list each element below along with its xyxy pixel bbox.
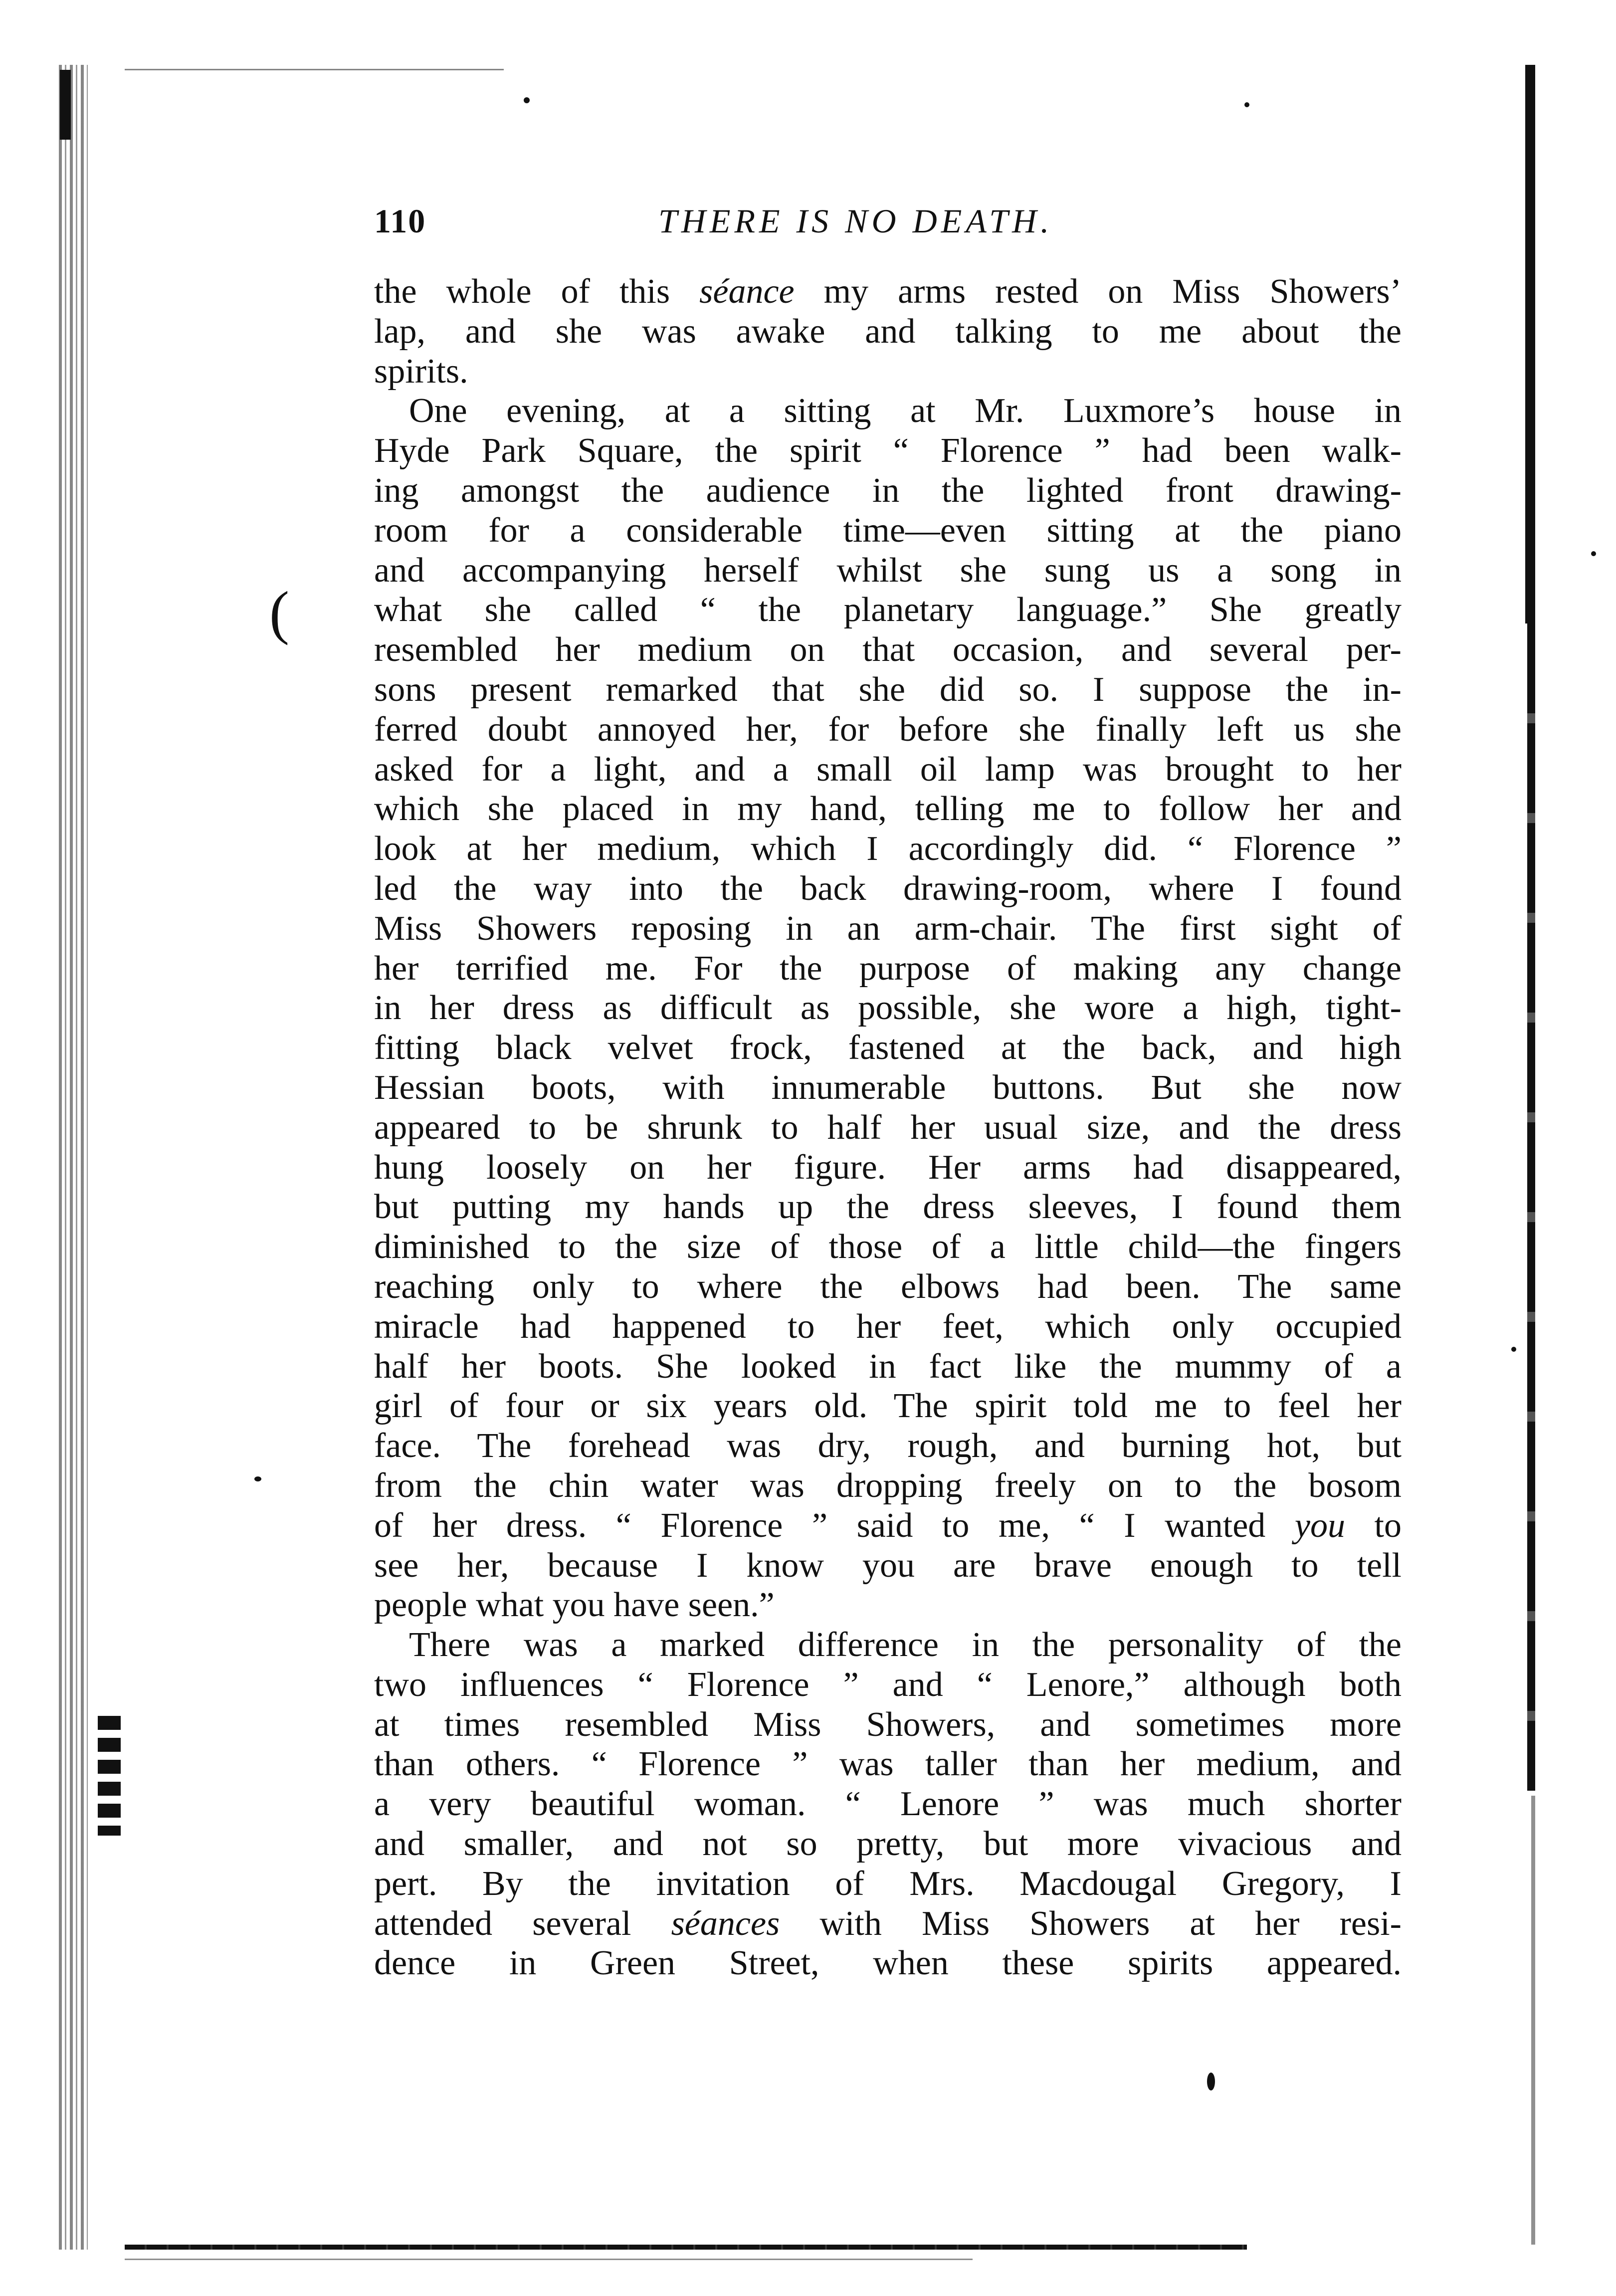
scan-speck <box>254 1476 261 1481</box>
text-line <box>374 1744 1402 1784</box>
running-title: THERE IS NO DEATH. <box>658 202 1053 240</box>
italic-text-run: séances <box>671 1904 780 1943</box>
text-line <box>374 869 1402 909</box>
text-line <box>374 1943 1402 1983</box>
text-line <box>374 710 1402 750</box>
text-run: attended several <box>374 1904 671 1943</box>
text-run: Hyde Park Square, the spirit “ Florence ” had been walk- <box>374 431 1402 470</box>
text-line <box>374 590 1402 630</box>
text-run: look at her medium, which I accordingly did. “ Florence ” <box>374 830 1402 868</box>
text-run: two influences “ Florence ” and “ Lenore,” although both <box>374 1665 1402 1704</box>
text-line <box>374 988 1402 1028</box>
top-scan-line <box>125 69 504 70</box>
margin-bracket-mark: ( <box>269 579 289 645</box>
page-number: 110 <box>374 202 426 240</box>
text-line <box>374 909 1402 949</box>
text-run: There was a marked difference in the personality of the <box>409 1626 1402 1665</box>
text-run: miracle had happened to her feet, which only occupied <box>374 1307 1402 1346</box>
text-line <box>374 1108 1402 1148</box>
text-run: my arms rested on Miss Showers’ <box>794 272 1402 311</box>
text-run: led the way into the back drawing-room, where I found <box>374 869 1402 908</box>
text-line <box>374 829 1402 869</box>
text-line <box>374 1665 1402 1705</box>
text-run: in her dress as difficult as possible, she wore a high, tight- <box>374 989 1402 1028</box>
text-line <box>374 1705 1402 1745</box>
text-run: than others. “ Florence ” was taller than her medium, and <box>374 1745 1402 1784</box>
text-line <box>374 511 1402 551</box>
text-run: people what you have seen.” <box>374 1586 775 1625</box>
text-line <box>374 949 1402 989</box>
text-run: Miss Showers reposing in an arm-chair. The first sight of <box>374 909 1402 948</box>
text-run: room for a considerable time—even sitting at the piano <box>374 511 1402 550</box>
right-page-edge <box>1525 65 1535 624</box>
body-text <box>374 272 1402 1983</box>
text-line <box>374 312 1402 352</box>
text-line <box>374 1227 1402 1267</box>
text-line <box>374 431 1402 471</box>
text-run: dence in Green Street, when these spirits appeared. <box>374 1944 1402 1983</box>
text-run: diminished to the size of those of a little child—the fingers <box>374 1228 1402 1266</box>
bottom-scan-line <box>125 2259 973 2260</box>
text-run: spirits. <box>374 352 468 391</box>
text-line <box>374 1585 1402 1625</box>
binding-gutter-marks <box>98 1716 121 1836</box>
text-run: sons present remarked that she did so. I suppose the in- <box>374 670 1402 709</box>
text-run: One evening, at a sitting at Mr. Luxmore’s house in <box>409 392 1402 430</box>
text-run: and smaller, and not so pretty, but more vivacious and <box>374 1825 1402 1864</box>
text-line <box>374 1546 1402 1586</box>
text-line <box>374 1267 1402 1307</box>
text-run: lap, and she was awake and talking to me about the <box>374 312 1402 351</box>
text-run: half her boots. She looked in fact like the mummy of a <box>374 1347 1402 1386</box>
text-run: ing amongst the audience in the lighted front drawing- <box>374 471 1402 510</box>
text-run: hung loosely on her figure. Her arms had disappeared, <box>374 1148 1402 1187</box>
scan-speck <box>1207 2073 1215 2090</box>
text-line <box>374 1148 1402 1188</box>
text-run: face. The forehead was dry, rough, and burning hot, but <box>374 1427 1402 1465</box>
text-run: what she called “ the planetary language.” She greatly <box>374 591 1402 629</box>
text-run: at times resembled Miss Showers, and sometimes more <box>374 1705 1402 1744</box>
text-run: girl of four or six years old. The spirit told me to feel her <box>374 1387 1402 1426</box>
text-run: of her dress. “ Florence ” said to me, “ I wanted <box>374 1506 1295 1545</box>
text-line <box>374 1625 1402 1665</box>
text-line <box>374 1307 1402 1347</box>
text-line <box>374 1466 1402 1506</box>
text-line <box>374 670 1402 710</box>
text-run: to <box>1345 1506 1402 1545</box>
text-run: her terrified me. For the purpose of making any change <box>374 949 1402 988</box>
text-run: ferred doubt annoyed her, for before she finally left us she <box>374 710 1402 749</box>
scan-speck <box>1591 551 1596 556</box>
scan-speck <box>1511 1347 1516 1352</box>
text-line <box>374 1506 1402 1546</box>
scan-speck <box>1244 102 1249 107</box>
text-line <box>374 750 1402 790</box>
text-run: with Miss Showers at her resi- <box>780 1904 1402 1943</box>
text-run: from the chin water was dropping freely on to the bosom <box>374 1466 1402 1505</box>
text-line <box>374 630 1402 670</box>
text-line <box>374 1784 1402 1824</box>
text-line <box>374 551 1402 591</box>
bottom-scan-rule <box>125 2245 1247 2250</box>
text-line <box>374 1824 1402 1864</box>
text-line <box>374 272 1402 312</box>
right-page-edge-middle <box>1527 624 1535 1791</box>
right-page-edge-lower <box>1531 1796 1535 2245</box>
text-line <box>374 1426 1402 1466</box>
text-run: see her, because I know you are brave enough to tell <box>374 1546 1402 1585</box>
text-run: which she placed in my hand, telling me to follow her and <box>374 790 1402 829</box>
text-run: asked for a light, and a small oil lamp was brought to her <box>374 750 1402 789</box>
text-run: appeared to be shrunk to half her usual size, and the dress <box>374 1108 1402 1147</box>
binding-shadow <box>59 65 88 2250</box>
text-run: and accompanying herself whilst she sung us a song in <box>374 551 1402 590</box>
text-line <box>374 1904 1402 1944</box>
text-line <box>374 471 1402 511</box>
text-line <box>374 1864 1402 1904</box>
text-line <box>374 1386 1402 1426</box>
text-run: Hessian boots, with innumerable buttons. But she now <box>374 1068 1402 1107</box>
italic-text-run: séance <box>699 272 795 311</box>
text-line <box>374 391 1402 431</box>
text-run: a very beautiful woman. “ Lenore ” was much shorter <box>374 1785 1402 1824</box>
text-line <box>374 1187 1402 1227</box>
text-run: but putting my hands up the dress sleeves, I found them <box>374 1188 1402 1227</box>
text-line <box>374 1347 1402 1387</box>
text-line <box>374 1068 1402 1108</box>
text-line <box>374 789 1402 829</box>
text-run: pert. By the invitation of Mrs. Macdougal Gregory, I <box>374 1864 1402 1903</box>
binding-edge-mark <box>60 70 71 140</box>
scan-speck <box>524 97 530 103</box>
italic-text-run: you <box>1294 1506 1345 1545</box>
running-head <box>374 199 1402 243</box>
text-run: fitting black velvet frock, fastened at the back, and high <box>374 1029 1402 1067</box>
text-run: reaching only to where the elbows had been. The same <box>374 1267 1402 1306</box>
text-line <box>374 352 1402 392</box>
text-line <box>374 1028 1402 1068</box>
text-run: the whole of this <box>374 272 700 311</box>
text-run: resembled her medium on that occasion, and several per- <box>374 630 1402 669</box>
